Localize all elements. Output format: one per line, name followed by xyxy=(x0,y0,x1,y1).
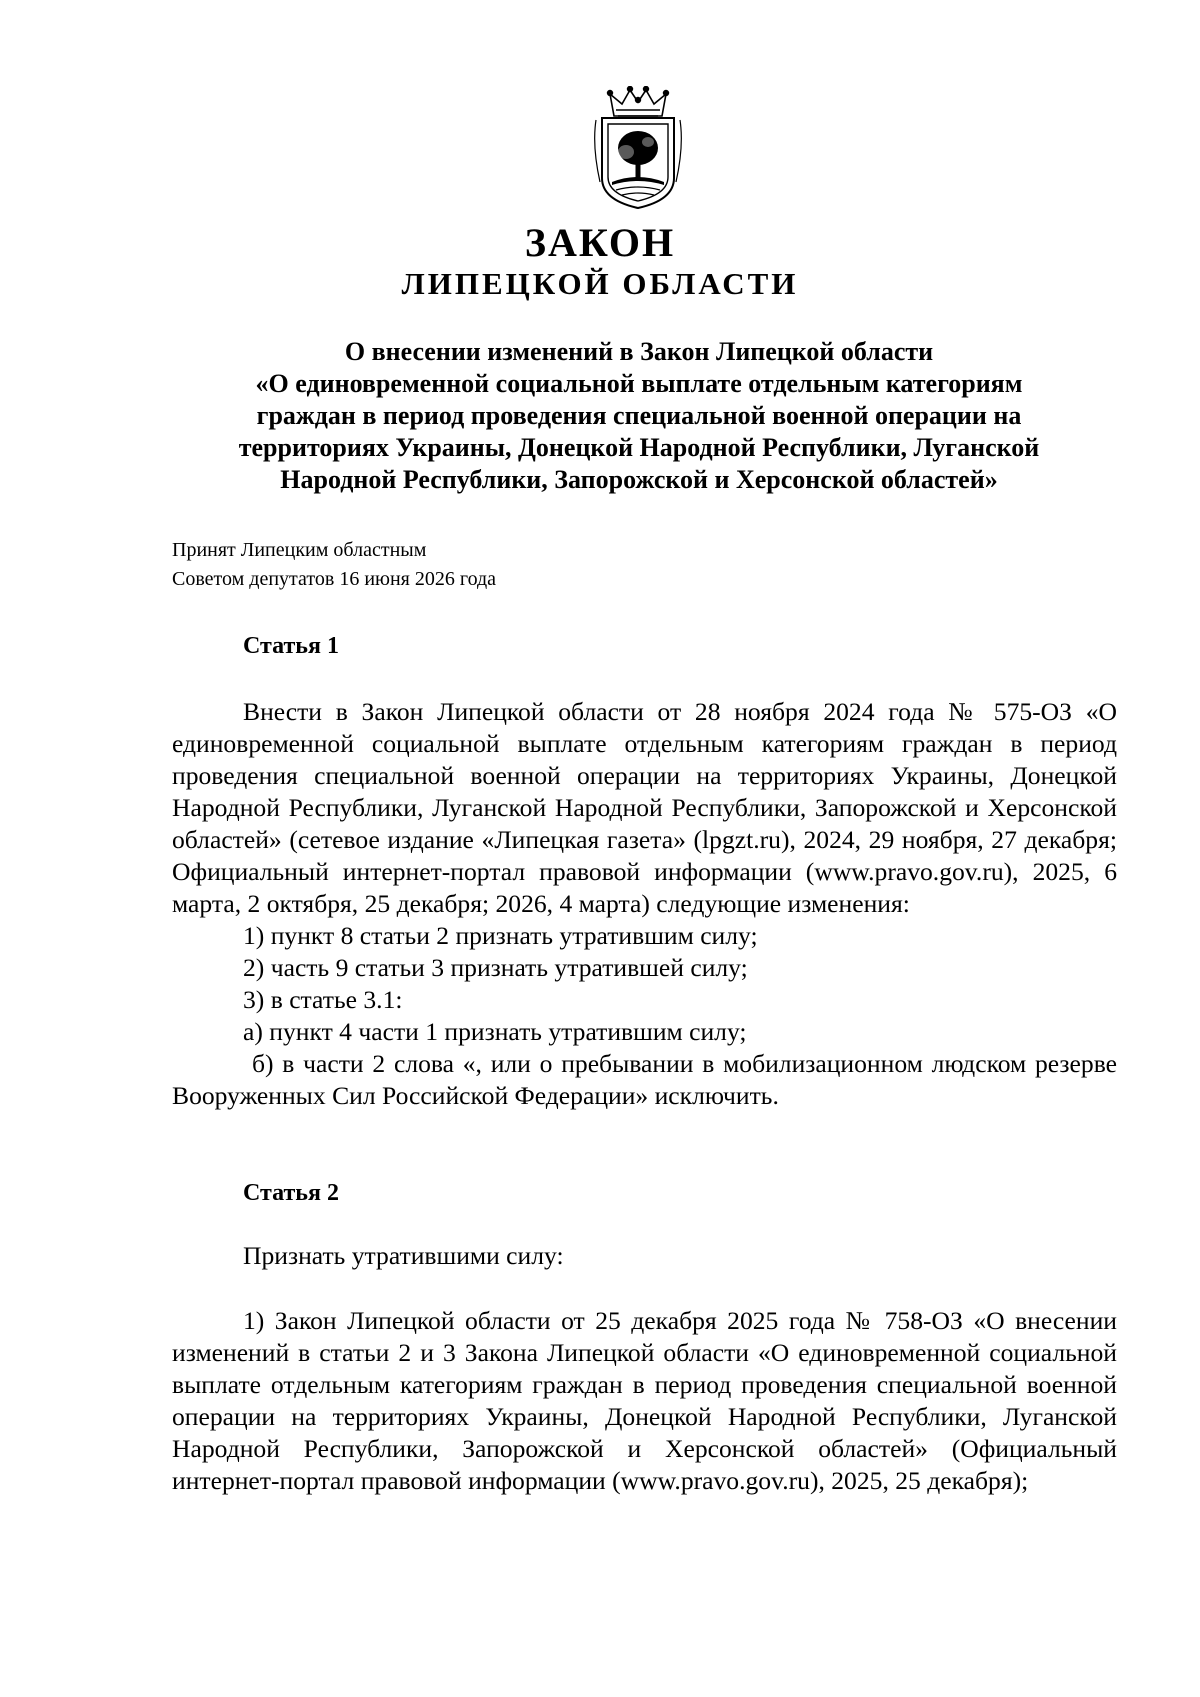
article-1-item-1: 1) пункт 8 статьи 2 признать утратившим силу; xyxy=(243,921,758,950)
article-2-heading: Статья 2 xyxy=(243,1180,339,1206)
adoption-note-line: Советом депутатов 16 июня 2026 года xyxy=(172,568,497,590)
article-1-item-2: 2) часть 9 статьи 3 признать утратившей силу; xyxy=(243,953,748,982)
law-subject xyxy=(200,336,1078,496)
law-subject-line: О внесении изменений в Закон Липецкой области xyxy=(344,337,934,366)
article-2-item-1: 1) Закон Липецкой области от 25 декабря 2025 года № 758-ОЗ «О внесении изменений в статьи 2 и 3 Закона Липецкой области «О единовременной социальной выплате отдельным категориям граждан в период проведения специальной военной операции на территориях Украины, Донецкой Народной Республики, Луганской Народной Республики, Запорожской и Херсонской областей» (Официальный интернет-портал правовой информации (www.pravo.gov.ru), 2025, 25 декабря); xyxy=(172,1306,1117,1495)
article-1-body xyxy=(172,696,1117,1112)
adoption-note-line: Принят Липецким областным xyxy=(172,539,427,561)
article-1-item-3: 3) в статье 3.1: xyxy=(243,985,403,1014)
article-2-body xyxy=(172,1305,1117,1497)
law-subject-line: граждан в период проведения специальной военной операции на xyxy=(256,401,1022,430)
article-1-item-3a: а) пункт 4 части 1 признать утратившим силу; xyxy=(243,1017,747,1046)
article-1-heading: Статья 1 xyxy=(243,633,339,659)
article-1-intro: Внести в Закон Липецкой области от 28 ноября 2024 года № 575-ОЗ «О единовременной социальной выплате отдельным категориям граждан в период проведения специальной военной операции на территориях Украины, Донецкой Народной Республики, Луганской Народной Республики, Запорожской и Херсонской областей» (сетевое издание «Липецкая газета» (lpgzt.ru), 2024, 29 ноября, 27 декабря; Официальный интернет-портал правовой информации (www.pravo.gov.ru), 2025, 6 марта, 2 октября, 25 декабря; 2026, 4 марта) следующие изменения: xyxy=(172,697,1117,918)
adoption-note xyxy=(172,536,496,594)
article-1-item-3b: б) в части 2 слова «, или о пребывании в мобилизационном людском резерве Вооруженных Сил Российской Федерации» исключить. xyxy=(172,1049,1117,1110)
law-region-title: ЛИПЕЦКОЙ ОБЛАСТИ xyxy=(401,266,799,301)
law-subject-line: территориях Украины, Донецкой Народной Республики, Луганской xyxy=(238,433,1040,462)
law-subject-line: «О единовременной социальной выплате отдельным категориям xyxy=(255,369,1023,398)
article-2-intro-block xyxy=(172,1240,1117,1272)
article-2-intro: Признать утратившими силу: xyxy=(243,1241,564,1270)
law-title: ЗАКОН xyxy=(524,220,676,265)
coat-of-arms-icon xyxy=(590,86,686,212)
law-subject-line: Народной Республики, Запорожской и Херсонской областей» xyxy=(280,465,998,494)
